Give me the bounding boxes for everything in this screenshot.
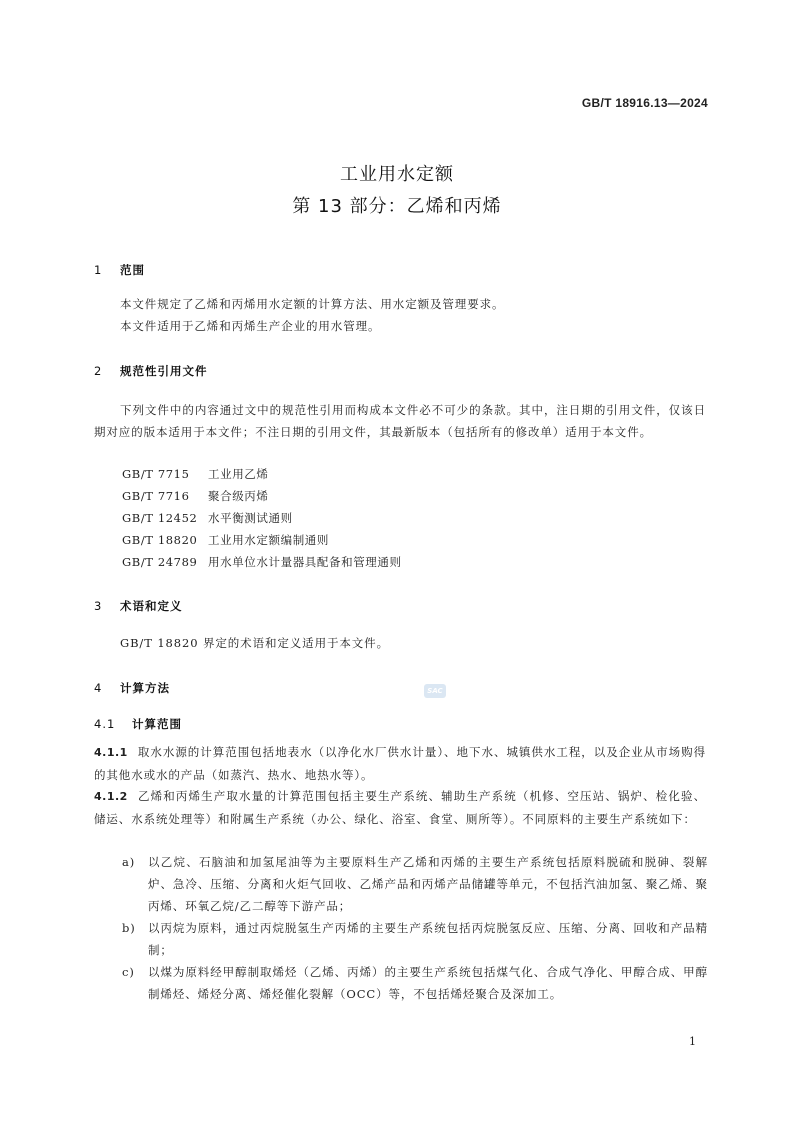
list-item xyxy=(122,851,708,917)
subsection-title: 计算范围 xyxy=(132,717,182,731)
clause-number: 4.1.1 xyxy=(94,746,128,759)
clause-4-1-1 xyxy=(94,741,706,786)
clause-text: 取水水源的计算范围包括地表水（以净化水厂供水计量）、地下水、城镇供水工程，以及企业从市场购得的其他水或水的产品（如蒸汽、热水、地热水等）。 xyxy=(94,745,706,782)
section-title: 规范性引用文件 xyxy=(120,364,208,378)
section-number: 1 xyxy=(94,263,103,277)
reference-title: 水平衡测试通则 xyxy=(208,511,293,525)
section-number: 3 xyxy=(94,599,103,613)
reference-item xyxy=(122,488,269,504)
section-number: 4 xyxy=(94,681,103,695)
list-item-text: 以煤为原料经甲醇制取烯烃（乙烯、丙烯）的主要生产系统包括煤气化、合成气净化、甲醇合成、甲醇制烯烃、烯烃分离、烯烃催化裂解（OCC）等，不包括烯烃聚合及深加工。 xyxy=(148,965,708,1001)
list-item-text: 以乙烷、石脑油和加氢尾油等为主要原料生产乙烯和丙烯的主要生产系统包括原料脱硫和脱砷、裂解炉、急冷、压缩、分离和火炬气回收、乙烯产品和丙烯产品储罐等单元，不包括汽油加氢、聚乙烯、聚丙烯、环氧乙烷/乙二醇等下游产品； xyxy=(148,855,708,913)
reference-code: GB/T 18820 xyxy=(122,533,198,547)
section-heading-scope xyxy=(94,262,145,278)
list-item-label: a) xyxy=(122,855,136,869)
reference-code: GB/T 7716 xyxy=(122,489,190,503)
standard-number: GB/T 18916.13—2024 xyxy=(581,96,708,110)
reference-item xyxy=(122,554,402,570)
section-title: 术语和定义 xyxy=(120,599,183,613)
reference-title: 聚合级丙烯 xyxy=(208,489,269,503)
paragraph: 本文件适用于乙烯和丙烯生产企业的用水管理。 xyxy=(120,319,381,333)
clause-number: 4.1.2 xyxy=(94,790,128,803)
paragraph: GB/T 18820 界定的术语和定义适用于本文件。 xyxy=(120,636,389,650)
reference-item xyxy=(122,532,329,548)
section-title: 范围 xyxy=(120,263,145,277)
reference-code: GB/T 7715 xyxy=(122,467,190,481)
page-number: 1 xyxy=(689,1035,696,1048)
subsection-heading-calculation-scope xyxy=(94,716,182,732)
document-title: 工业用水定额 xyxy=(340,164,454,185)
clause-4-1-2 xyxy=(94,785,706,830)
paragraph: 本文件规定了乙烯和丙烯用水定额的计算方法、用水定额及管理要求。 xyxy=(120,297,505,311)
document-subtitle: 第 13 部分：乙烯和丙烯 xyxy=(292,196,502,217)
section-title: 计算方法 xyxy=(120,681,170,695)
list-item-label: c) xyxy=(122,965,135,979)
sac-watermark-logo: SAC xyxy=(424,684,446,698)
reference-title: 工业用水定额编制通则 xyxy=(208,533,329,547)
section-heading-normative-references xyxy=(94,363,208,379)
reference-title: 工业用乙烯 xyxy=(208,467,269,481)
reference-item xyxy=(122,466,269,482)
list-item-label: b) xyxy=(122,921,136,935)
subsection-number: 4.1 xyxy=(94,717,116,731)
section-heading-terms xyxy=(94,598,183,614)
reference-code: GB/T 12452 xyxy=(122,511,198,525)
list-item xyxy=(122,961,708,1005)
reference-title: 用水单位水计量器具配备和管理通则 xyxy=(208,555,402,569)
list-item xyxy=(122,917,708,961)
section-number: 2 xyxy=(94,364,103,378)
section-heading-calculation xyxy=(94,680,170,696)
reference-code: GB/T 24789 xyxy=(122,555,198,569)
clause-text: 乙烯和丙烯生产取水量的计算范围包括主要生产系统、辅助生产系统（机修、空压站、锅炉、检化验、储运、水系统处理等）和附属生产系统（办公、绿化、浴室、食堂、厕所等）。不同原料的主要生产系统如下： xyxy=(94,789,706,826)
list-item-text: 以丙烷为原料，通过丙烷脱氢生产丙烯的主要生产系统包括丙烷脱氢反应、压缩、分离、回收和产品精制； xyxy=(148,921,708,957)
reference-item xyxy=(122,510,293,526)
paragraph: 下列文件中的内容通过文中的规范性引用而构成本文件必不可少的条款。其中，注日期的引用文件，仅该日期对应的版本适用于本文件；不注日期的引用文件，其最新版本（包括所有的修改单）适用于本文件。 xyxy=(94,403,706,439)
